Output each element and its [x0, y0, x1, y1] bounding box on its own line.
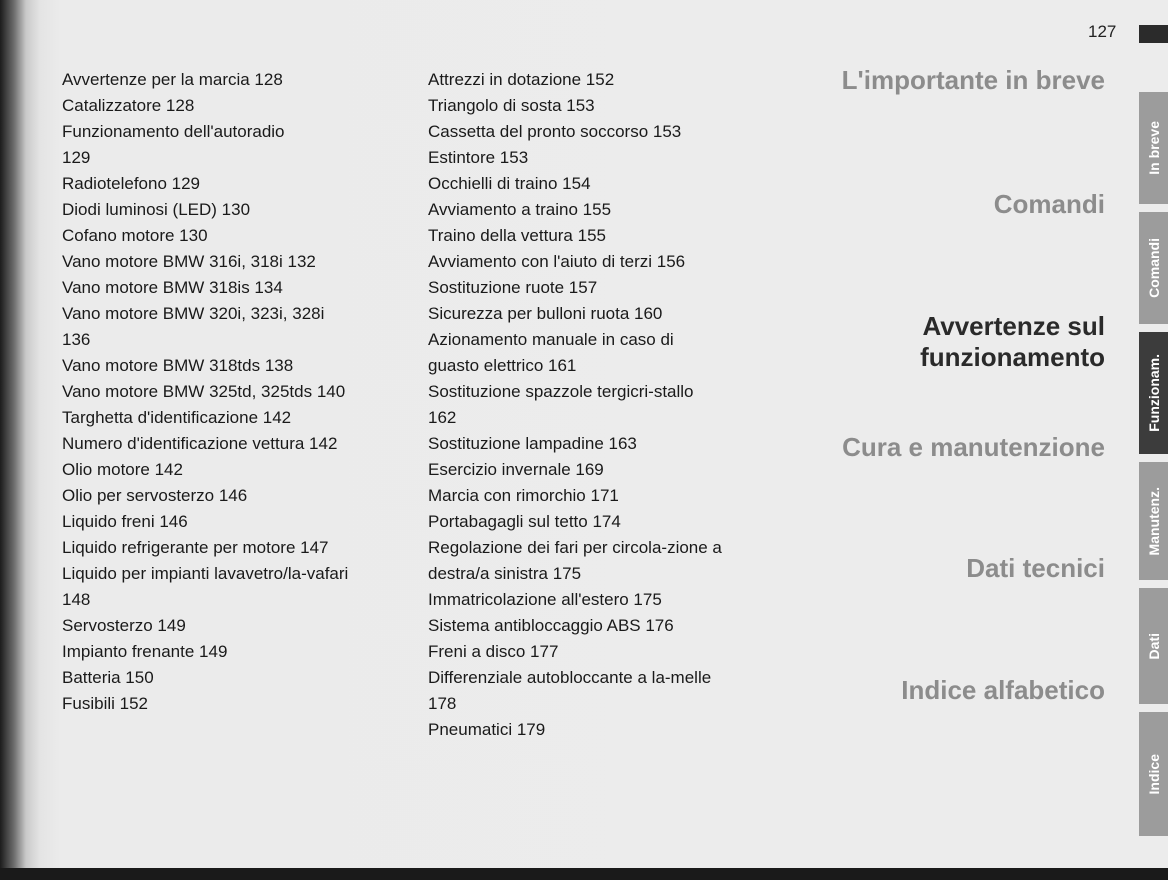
section-title-indice[interactable]: Indice alfabetico	[901, 675, 1105, 705]
index-entry[interactable]: Differenziale autobloccante a la-melle 178	[428, 668, 712, 713]
section-title-funzionamento[interactable]: Avvertenze sul funzionamento	[920, 311, 1105, 372]
section-title-manutenzione[interactable]: Cura e manutenzione	[842, 432, 1105, 462]
index-entry[interactable]: Sostituzione spazzole tergicri-stallo 162	[428, 382, 694, 427]
tab-manutenzione[interactable]	[1139, 462, 1168, 580]
tab-label: Dati	[1145, 632, 1162, 660]
index-column-right	[428, 67, 728, 743]
index-entry[interactable]: Sostituzione ruote 157	[428, 278, 598, 297]
index-entry[interactable]: Triangolo di sosta 153	[428, 96, 595, 115]
index-entry[interactable]: Esercizio invernale 169	[428, 460, 604, 479]
index-entry[interactable]: Sicurezza per bulloni ruota 160	[428, 304, 663, 323]
index-entry[interactable]: Traino della vettura 155	[428, 226, 606, 245]
index-entry[interactable]: Targhetta d'identificazione 142	[62, 408, 292, 427]
tab-label: Funzionam.	[1145, 354, 1162, 432]
index-entry[interactable]: Olio motore 142	[62, 460, 183, 479]
index-entry[interactable]: Avvertenze per la marcia 128	[62, 70, 283, 89]
index-entry[interactable]: Occhielli di traino 154	[428, 174, 591, 193]
index-entry[interactable]: Vano motore BMW 320i, 323i, 328i 136	[62, 304, 325, 349]
index-entry[interactable]: Vano motore BMW 318tds 138	[62, 356, 294, 375]
index-entry[interactable]: Olio per servosterzo 146	[62, 486, 248, 505]
index-entry[interactable]: Radiotelefono 129	[62, 174, 201, 193]
tab-funzionamento[interactable]	[1139, 332, 1168, 454]
tab-label: Indice	[1145, 753, 1162, 795]
index-entry[interactable]: Sostituzione lampadine 163	[428, 434, 637, 453]
index-entry[interactable]: Liquido refrigerante per motore 147	[62, 538, 329, 557]
tab-label: In breve	[1145, 121, 1162, 175]
index-entry[interactable]: Immatricolazione all'estero 175	[428, 590, 662, 609]
index-entry[interactable]: Sistema antibloccaggio ABS 176	[428, 616, 674, 635]
index-entry[interactable]: Freni a disco 177	[428, 642, 559, 661]
section-title-dati[interactable]: Dati tecnici	[966, 553, 1105, 583]
tab-indice[interactable]	[1139, 712, 1168, 836]
index-entry[interactable]: Servosterzo 149	[62, 616, 186, 635]
index-entry[interactable]: Numero d'identificazione vettura 142	[62, 434, 338, 453]
index-entry[interactable]: Liquido freni 146	[62, 512, 188, 531]
page-tab-marker	[1139, 25, 1168, 43]
index-entry[interactable]: Avviamento con l'aiuto di terzi 156	[428, 252, 686, 271]
index-entry[interactable]: Estintore 153	[428, 148, 529, 167]
index-entry[interactable]: Attrezzi in dotazione 152	[428, 70, 615, 89]
index-entry[interactable]: Catalizzatore 128	[62, 96, 195, 115]
index-entry[interactable]: Vano motore BMW 318is 134	[62, 278, 283, 297]
index-entry[interactable]: Fusibili 152	[62, 694, 148, 713]
tab-label: Comandi	[1145, 238, 1162, 298]
index-entry[interactable]: Vano motore BMW 316i, 318i 132	[62, 252, 316, 271]
index-entry[interactable]: Pneumatici 179	[428, 720, 546, 739]
tab-in-breve[interactable]	[1139, 92, 1168, 204]
tab-comandi[interactable]	[1139, 212, 1168, 324]
tab-label: Manutenz.	[1145, 486, 1162, 556]
index-entry[interactable]: Cassetta del pronto soccorso 153	[428, 122, 682, 141]
page-number: 127	[1088, 22, 1117, 41]
section-title-in-breve[interactable]: L'importante in breve	[841, 65, 1105, 95]
index-entry[interactable]: Funzionamento dell'autoradio 129	[62, 122, 285, 167]
index-entry[interactable]: Portabagagli sul tetto 174	[428, 512, 621, 531]
index-entry[interactable]: Regolazione dei fari per circola-zione a destra/a sinistra 175	[428, 538, 722, 583]
index-entry[interactable]: Marcia con rimorchio 171	[428, 486, 619, 505]
index-entry[interactable]: Diodi luminosi (LED) 130	[62, 200, 251, 219]
index-entry[interactable]: Batteria 150	[62, 668, 154, 687]
tab-dati[interactable]	[1139, 588, 1168, 704]
index-entry[interactable]: Liquido per impianti lavavetro/la-vafari 148	[62, 564, 349, 609]
index-column-left	[62, 67, 382, 717]
index-entry[interactable]: Impianto frenante 149	[62, 642, 228, 661]
index-entry[interactable]: Vano motore BMW 325td, 325tds 140	[62, 382, 346, 401]
index-entry[interactable]: Cofano motore 130	[62, 226, 208, 245]
index-entry[interactable]: Avviamento a traino 155	[428, 200, 612, 219]
section-title-comandi[interactable]: Comandi	[993, 189, 1105, 219]
index-entry[interactable]: Azionamento manuale in caso di guasto elettrico 161	[428, 330, 674, 375]
